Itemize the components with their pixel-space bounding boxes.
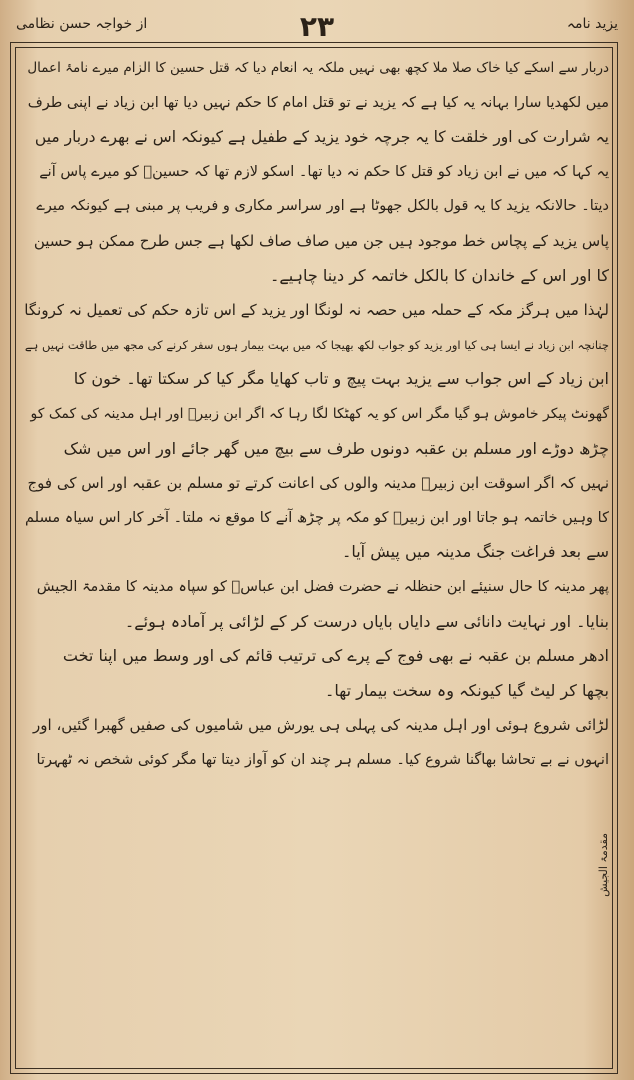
page-header (10, 10, 624, 46)
header-author: از خواجہ حسن نظامی (16, 16, 148, 32)
margin-note: مقدمۃ الجیش (597, 833, 610, 897)
text-line: کا وہیں خاتمہ ہو جاتا اور ابن زبیرؓ کو مکہ پر چڑھ آنے کا موقع نہ ملتا۔ آخر کار اس سیاہ مسلم (25, 509, 609, 526)
text-line: انہوں نے بے تحاشا بھاگنا شروع کیا۔ مسلم ہر چند ان کو آواز دیتا تھا مگر کوئی شخص نہ ٹھہرتا (36, 751, 609, 768)
header-book-title: یزید نامہ (566, 16, 618, 32)
text-line: پاس یزید کے پچاس خط موجود ہیں جن میں صاف صاف لکھا ہے جس طرح ممکن ہو حسین (33, 231, 609, 250)
text-line: ادھر مسلم بن عقبہ نے بھی فوج کے پرے کی ترتیب قائم کی اور وسط میں اپنا تخت (62, 646, 609, 666)
text-line: چڑھ دوڑے اور مسلم بن عقبہ دونوں طرف سے بیچ میں گھر جائے اور اس میں شک (63, 438, 609, 458)
text-line: پھر مدینہ کا حال سنیئے ابن حنظلہ نے حضرت فضل ابن عباسؓ کو سپاہ مدینہ کا مقدمۃ الجیش (36, 578, 609, 595)
text-line: یہ کہا کہ میں نے ابن زیاد کو قتل کا حکم نہ دیا تھا۔ اسکو لازم تھا کہ حسینؓ کو میرے پاس آنے (39, 163, 609, 180)
text-line: بچھا کر لیٹ گیا کیونکہ وہ سخت بیمار تھا۔ (324, 680, 609, 700)
text-line: سے بعد فراغت جنگ مدینہ میں پیش آیا۔ (341, 542, 609, 562)
text-line: لہٰذا میں ہرگز مکہ کے حملہ میں حصہ نہ لونگا اور یزید کے اس تازہ حکم کی تعمیل نہ کرونگا (24, 301, 609, 320)
text-line: دربار سے اسکے کیا خاک صلا ملا کچھ بھی نہیں ملکہ یہ انعام دیا کہ قتل حسین کا الزام میرے نامۂ اعمال (27, 60, 609, 76)
text-line: یہ شرارت کی اور خلقت کا یہ جرچہ خود یزید کے طفیل ہے کیونکہ اس نے بھرے دربار میں (34, 128, 609, 147)
text-line: ابن زیاد کے اس جواب سے یزید بہت پیچ و تاب کھایا مگر کیا کر سکتا تھا۔ خون کا (73, 369, 609, 389)
text-line: نہیں کہ اگر اسوقت ابن زبیرؓ مدینہ والوں کی اعانت کرتے تو مسلم بن عقبہ اور اس کی فوج (27, 474, 609, 493)
text-line: چنانچہ ابن زیاد نے ایسا ہی کیا اور یزید کو جواب لکھ بھیجا کہ میں بہت بیمار ہوں سفر کرنے کی مجھ میں طاقت نہیں ہے (24, 337, 609, 352)
text-line: بنایا۔ اور نہایت دانائی سے دایاں بایاں درست کر کے لڑائی پر آمادہ ہوئے۔ (124, 611, 609, 631)
text-line: میں لکھدیا سارا بہانہ یہ کیا ہے کہ یزید نے تو قتل امام کا حکم نہیں دیا تھا ابن زیاد نے اپنی طرف (27, 94, 609, 111)
text-frame (10, 42, 618, 1074)
page-number: ۲۳ (299, 10, 335, 43)
text-line: دیتا۔ حالانکہ یزید کا یہ قول بالکل جھوٹا ہے اور سراسر مکاری و فریب پر مبنی ہے کیونکہ میرے (36, 198, 609, 215)
text-line: گھونٹ پیکر خاموش ہو گیا مگر اس کو یہ کھٹکا لگا رہا کہ اگر ابن زبیرؓ اور اہل مدینہ کی کمک کو (30, 405, 609, 422)
text-line: لڑائی شروع ہوئی اور اہل مدینہ کی پہلی ہی یورش میں شامیوں کی صفیں گھبرا گئیں، اور (33, 716, 609, 735)
body-text (21, 51, 609, 1067)
text-line: کا اور اس کے خاندان کا بالکل خاتمہ کر دینا چاہیے۔ (270, 265, 609, 285)
